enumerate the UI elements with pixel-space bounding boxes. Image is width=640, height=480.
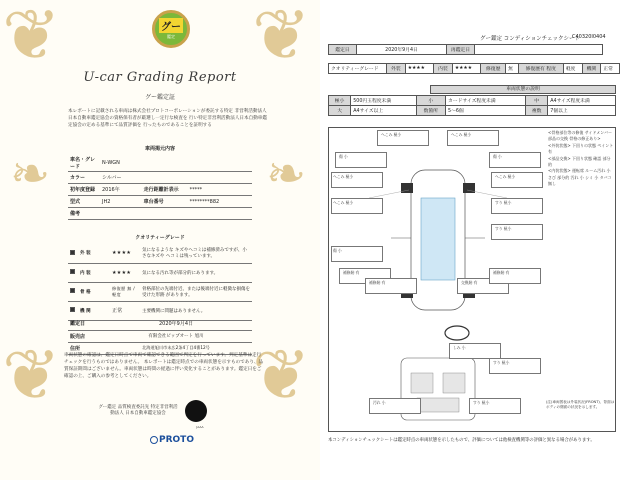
- table-row: [68, 208, 252, 220]
- diagram-footnote: (注)車両図表は外装状況(FRONT)、背面はボディの側面の状況を示します。: [546, 400, 615, 410]
- first-reg-label: 初年度登録: [68, 184, 100, 196]
- damage-callout: へこみ 極小: [333, 200, 354, 205]
- sheet-id: C40320I0404: [572, 34, 606, 40]
- table-row: [68, 282, 252, 301]
- quality-stars: 修復歴 無 / 軽度: [110, 282, 140, 301]
- legend-term: 中: [526, 96, 548, 106]
- exterior-value: ★★★★: [405, 64, 433, 74]
- damage-callout: 汚れ 小: [373, 400, 386, 405]
- goo-kantei-logo: [152, 10, 190, 48]
- exterior-label: 外装: [387, 64, 406, 74]
- certification-info-table: [68, 318, 252, 355]
- note-line: <内装状態> 運転席 ルーム汚れ 小: [548, 168, 611, 174]
- table-row: [68, 330, 252, 342]
- quality-stars: ★★★★: [110, 244, 140, 263]
- dealer-value: 有限会社ピップオート 旭川: [100, 330, 252, 342]
- quality-grade-table: [68, 244, 252, 321]
- damage-callout: すり 極小: [493, 360, 510, 365]
- cert-date-label: 鑑定日: [68, 318, 100, 330]
- vehicle-info-table: [68, 155, 252, 220]
- repair-detail-label: 修復歴有 程度: [518, 64, 563, 74]
- vehicle-name-label: 車名・グレード: [68, 155, 100, 172]
- damage-callout: 傷 小: [493, 154, 502, 159]
- legend-desc: A4サイズ以上: [351, 106, 416, 116]
- vehicle-section-title: 車両掲元内容: [144, 146, 175, 152]
- date-value: 2020年9月4日: [357, 45, 447, 55]
- jaaa-seal-icon: [185, 400, 207, 422]
- logo-text: グー: [159, 18, 183, 33]
- ornament-bottom-right-icon: ❦: [252, 334, 311, 416]
- legend-term: 数箇所: [416, 106, 446, 116]
- proto-logo: [150, 435, 194, 445]
- table-row: [329, 106, 616, 116]
- color-label: カラー: [68, 172, 100, 184]
- condition-header: 車両状態の説明: [430, 85, 616, 94]
- checkbox-icon: [70, 307, 75, 312]
- proto-brand-text: PROTO: [159, 435, 194, 445]
- quality-label: 内 装: [78, 263, 110, 282]
- first-reg-value: 2016年: [100, 184, 142, 196]
- ornament-top-right-icon: ❦: [252, 0, 311, 76]
- notice-text: 車両状態の確認は、鑑定日時点で車両で確認できる範囲で判定を行っています。判定基準は走行チェックを行うものではありません。 本レポートは鑑定時点での車両状態を示すものであり、品質保証期間はございません。車両状態は時間の経過に伴い変化することがあります。鑑定日をご確認の上、ご購入の参考としてください。: [64, 353, 264, 380]
- vehicle-name-value: N-WGN: [100, 155, 252, 172]
- quality-label: 機 関: [78, 301, 110, 320]
- legend-term: 複数: [526, 106, 548, 116]
- ornament-top-left-icon: ❦: [2, 0, 61, 76]
- address-label: 住所: [68, 342, 100, 354]
- quality-label: 骨 格: [78, 282, 110, 301]
- interior-label: 内装: [434, 64, 453, 74]
- model-label: 型式: [68, 196, 100, 208]
- table-row: [68, 196, 252, 208]
- checkbox-icon: [70, 250, 75, 255]
- color-value: シルバー: [100, 172, 252, 184]
- quality-note: 気になるような キズやヘコミは補修済みですが、小さなキズや ヘコミは残っています。: [140, 244, 252, 263]
- date-table: [328, 44, 603, 55]
- legend-desc: 5〜6個: [446, 106, 526, 116]
- intro-text: 本レポートに記載される車両は株式会社プロトコーポレーションが委託する特定 非営利活動法人日本自動車鑑定協会の資格保有者が厳選し一定行な検査を 行い特定非営利活動法人日本自動車鑑定協会の定める基準にて品質評価を 行ったものであることを証明する: [68, 109, 267, 129]
- table-row: [68, 184, 252, 196]
- legend-desc: 7個以上: [548, 106, 616, 116]
- table-row: [329, 96, 616, 106]
- remarks-value: [100, 208, 252, 220]
- legend-desc: 500円玉程度未満: [351, 96, 416, 106]
- note-line: <外装状態> 下回りの状態 ペイント 有: [548, 142, 614, 155]
- damage-callout: へこみ 極小: [495, 174, 516, 179]
- report-subtitle: グー鑑定証: [144, 94, 175, 101]
- mileage-label: 走行距離計表示: [142, 184, 188, 196]
- damage-callout: へこみ 極小: [381, 132, 402, 137]
- dealer-label: 販売店: [68, 330, 100, 342]
- grade-table: [328, 63, 620, 74]
- quality-note: 主要機関に問題はありません。: [140, 301, 252, 320]
- legend-term: 小: [416, 96, 446, 106]
- damage-callout: 傷 小: [333, 248, 342, 253]
- chassis-label: 車台番号: [142, 196, 188, 208]
- engine-value: 正常: [601, 64, 620, 74]
- proto-ring-icon: [150, 436, 158, 444]
- legend-term: 極小: [329, 96, 351, 106]
- checkbox-icon: [70, 288, 75, 293]
- cert-date-value: 2020年9月4日: [100, 318, 252, 330]
- inspection-org-text: グー鑑定 品質検査委託先 特定非営利活動法人 日本自動車鑑定協会: [98, 405, 178, 417]
- mileage-value: *****: [188, 184, 252, 196]
- reinspect-value: [475, 45, 603, 55]
- table-row: [329, 45, 603, 55]
- ornament-right-icon: ❧: [266, 146, 307, 202]
- damage-callout: 補修跡 有: [343, 270, 360, 275]
- address-value: 北海道旭川市末広2条4丁目4番12号: [100, 342, 252, 354]
- damage-callout: 交換跡 有: [461, 280, 478, 285]
- note-line: <部品交換> 下回り状態 確認 部分的: [548, 155, 611, 167]
- damage-callout: すり 極小: [495, 226, 512, 231]
- reinspect-label: 再鑑定日: [447, 45, 475, 55]
- damage-callout: へこみ 極小: [333, 174, 354, 179]
- grade-label: クオリティーグレード: [329, 64, 387, 74]
- quality-stars: 正常: [110, 301, 140, 320]
- damage-callout: 補修跡 有: [493, 270, 510, 275]
- table-row: [68, 318, 252, 330]
- table-row: [68, 244, 252, 263]
- damage-legend-table: [328, 95, 616, 116]
- quality-label: 外 装: [78, 244, 110, 263]
- quality-note: 気になる汚れ等が部分的にあります。: [140, 263, 252, 282]
- logo-subtext: 鑑定: [167, 34, 175, 39]
- table-row: [68, 155, 252, 172]
- sheet-disclaimer: 本コンディションチェックシートは鑑定時点の車両状態を示したもので、評価については他検査機関等の評価と異なる場合があります。: [328, 438, 595, 443]
- checkbox-icon: [70, 269, 75, 274]
- legend-term: 大: [329, 106, 351, 116]
- damage-callout: すり 極小: [495, 200, 512, 205]
- sheet-title: グー鑑定 コンディションチェックシート: [479, 36, 581, 42]
- damage-callout: へこみ 極小: [451, 132, 472, 137]
- remarks-label: 備考: [68, 208, 100, 220]
- quality-note: 骨格部位の先端付近、または後端付近に軽微な損傷を受けた形跡 があります。: [140, 282, 252, 301]
- note-line: <骨格部位等の修復 サイドメンバー 部品の交換 骨格の修正あり>: [548, 130, 613, 142]
- damage-callout: 補修跡 有: [369, 280, 386, 285]
- damage-callout: 傷 小: [339, 154, 348, 159]
- repair-detail-value: 軽度: [563, 64, 582, 74]
- table-row: [68, 172, 252, 184]
- interior-value: ★★★★: [452, 64, 480, 74]
- ornament-left-icon: ❧: [10, 146, 51, 202]
- note-line: さび 部分的 汚れ 小 シミ 小 タバコ 無し: [548, 174, 612, 187]
- ornament-bottom-left-icon: ❦: [2, 334, 61, 416]
- damage-callout: すり 極小: [473, 400, 490, 405]
- legend-desc: カードサイズ程度未満: [446, 96, 526, 106]
- seal-text: JAAA: [196, 425, 204, 429]
- repair-label: 修復歴: [481, 64, 506, 74]
- report-title: U-car Grading Report: [83, 70, 237, 85]
- condition-notes: [546, 128, 616, 228]
- legend-desc: A4サイズ程度未満: [548, 96, 616, 106]
- engine-label: 機関: [582, 64, 601, 74]
- table-row: [68, 263, 252, 282]
- model-value: JH2: [100, 196, 142, 208]
- chassis-value: ********882: [188, 196, 252, 208]
- table-row: [329, 64, 620, 74]
- repair-value: 無: [506, 64, 519, 74]
- date-label: 鑑定日: [329, 45, 357, 55]
- damage-callout: しみ 小: [453, 345, 466, 350]
- quality-section-title: クオリティーグレード: [135, 235, 185, 241]
- quality-stars: ★★★★: [110, 263, 140, 282]
